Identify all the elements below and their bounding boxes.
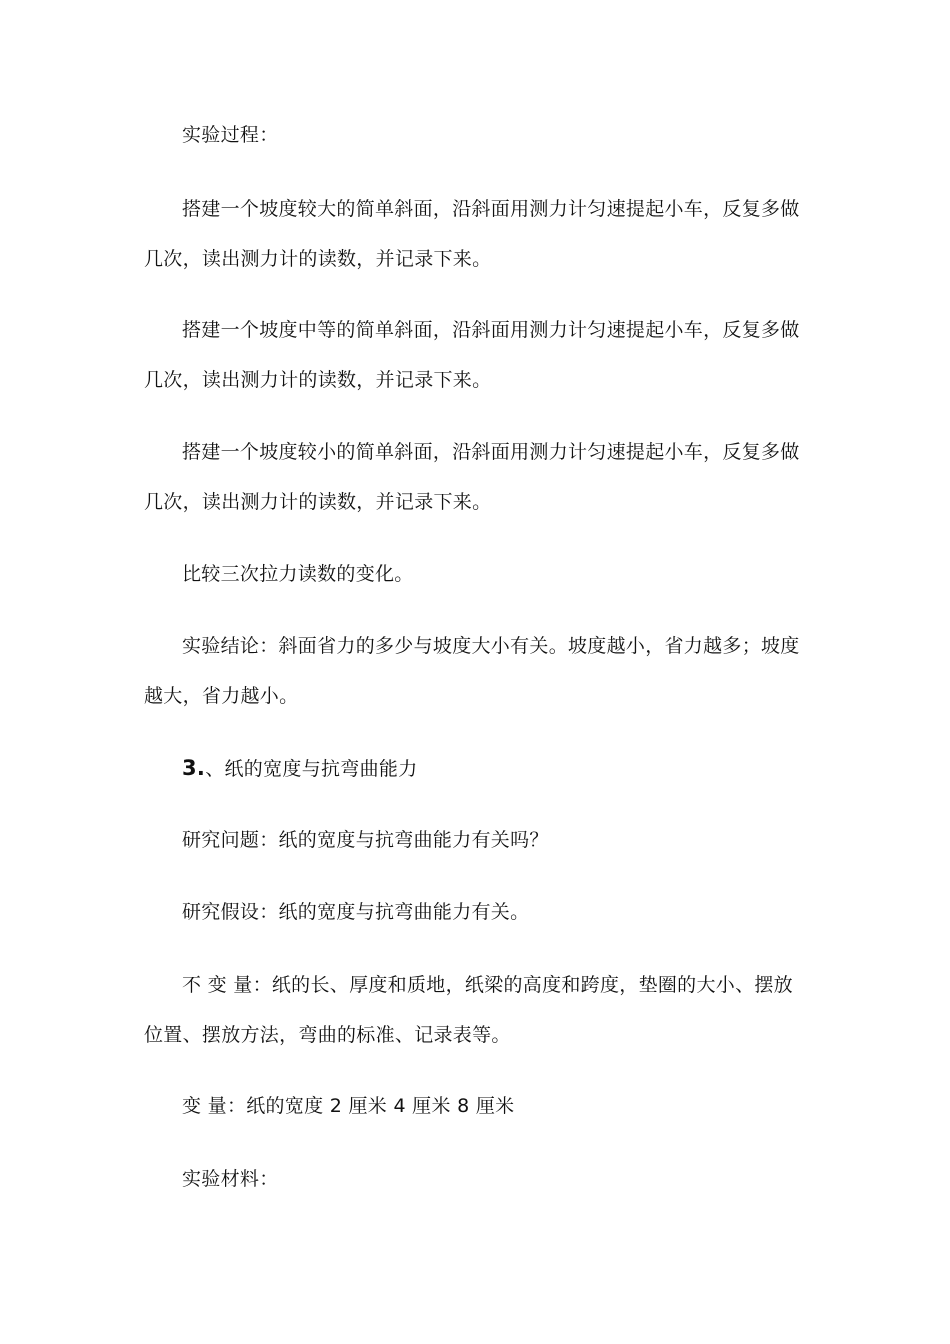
- paragraph-research-question: 研究问题：纸的宽度与抗弯曲能力有关吗？: [182, 829, 549, 851]
- section-title: 、纸的宽度与抗弯曲能力: [205, 758, 418, 780]
- paragraph-constants: 不 变 量：纸的长、厚度和质地，纸梁的高度和跨度，垫圈的大小、摆放位置、摆放方法，弯曲的标准、记录表等。: [144, 974, 793, 1046]
- paragraph-gentle-slope-step: 搭建一个坡度较小的简单斜面，沿斜面用测力计匀速提起小车，反复多做几次，读出测力计的读数，并记录下来。: [144, 441, 800, 513]
- paragraph-experiment-materials: 实验材料：: [182, 1168, 279, 1190]
- paragraph-variable: 变 量：纸的宽度 2 厘米 4 厘米 8 厘米: [182, 1095, 515, 1117]
- section-number: 3.: [182, 756, 206, 780]
- paragraph-research-hypothesis: 研究假设：纸的宽度与抗弯曲能力有关。: [182, 901, 530, 923]
- paragraph-steep-slope-step: 搭建一个坡度较大的简单斜面，沿斜面用测力计匀速提起小车，反复多做几次，读出测力计的读数，并记录下来。: [144, 198, 800, 270]
- paragraph-experiment-conclusion: 实验结论：斜面省力的多少与坡度大小有关。坡度越小，省力越多；坡度越大，省力越小。: [144, 635, 800, 707]
- section-heading: [144, 743, 808, 794]
- paragraph-medium-slope-step: 搭建一个坡度中等的简单斜面，沿斜面用测力计匀速提起小车，反复多做几次，读出测力计的读数，并记录下来。: [144, 319, 800, 391]
- paragraph-experiment-process-heading: 实验过程：: [182, 124, 279, 146]
- paragraph-compare-readings: 比较三次拉力读数的变化。: [182, 563, 414, 585]
